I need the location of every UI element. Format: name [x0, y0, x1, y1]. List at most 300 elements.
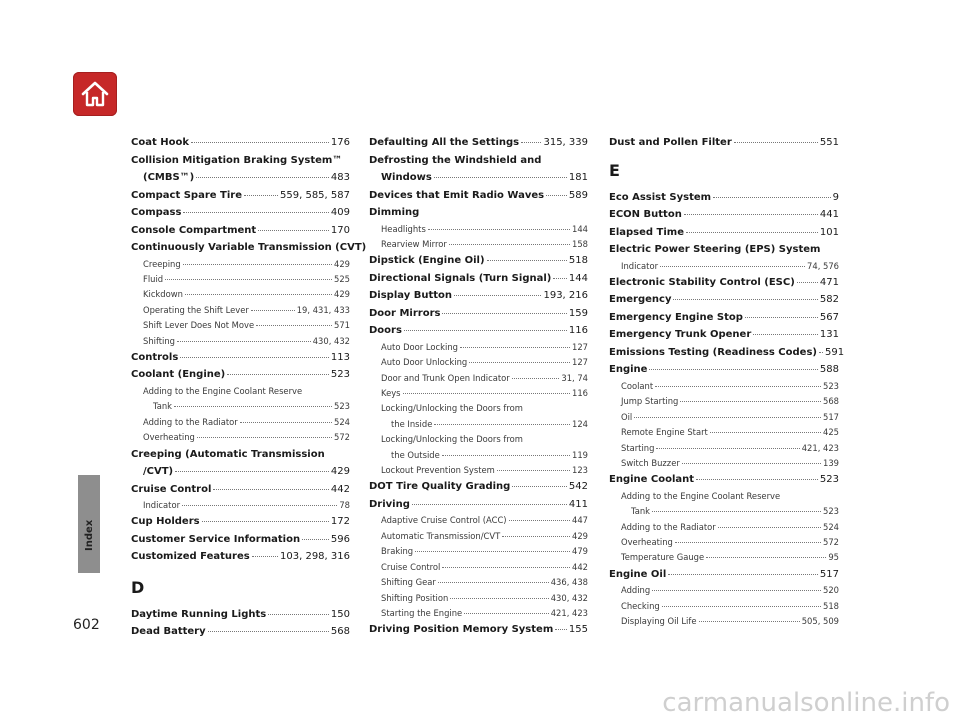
dot-leader — [710, 431, 821, 433]
entry-term: Indicator — [621, 260, 659, 271]
entry-term: Adding to the Radiator — [143, 416, 238, 427]
page-reference[interactable]: 447 — [572, 515, 588, 526]
page-reference[interactable]: 78 — [339, 500, 350, 511]
index-entry[interactable] — [369, 287, 588, 305]
page-reference[interactable]: 523 — [823, 380, 839, 391]
page-reference[interactable]: 429 — [572, 530, 588, 541]
page-reference[interactable]: 525 — [334, 273, 350, 284]
entry-term: Customized Features — [131, 551, 250, 563]
page-reference[interactable]: 505, 509 — [801, 616, 839, 627]
page-reference[interactable]: 442 — [330, 483, 350, 495]
dot-leader — [442, 312, 566, 314]
entry-term: Windows — [381, 172, 432, 183]
entry-term: Cruise Control — [381, 561, 441, 572]
index-subentry[interactable] — [609, 599, 839, 614]
index-entry[interactable] — [369, 252, 588, 270]
dot-leader — [464, 612, 549, 614]
dot-leader — [745, 316, 818, 318]
entry-term: Console Compartment — [131, 224, 257, 236]
page-reference[interactable]: 172 — [330, 516, 350, 528]
dot-leader — [660, 265, 805, 267]
page-reference[interactable]: 523 — [334, 401, 350, 412]
entry-term: Displaying Oil Life — [621, 616, 697, 627]
dot-leader — [175, 470, 329, 472]
page-reference[interactable]: 517 — [819, 568, 839, 580]
page-reference[interactable]: 582 — [819, 294, 839, 306]
page-reference[interactable]: 542 — [568, 481, 588, 493]
dot-leader — [196, 176, 329, 178]
index-entry[interactable] — [131, 169, 350, 187]
entry-term: Dust and Pollen Filter — [609, 137, 732, 148]
page-reference[interactable]: 442 — [572, 561, 588, 572]
dot-leader — [655, 385, 821, 387]
dot-leader — [680, 400, 821, 402]
index-subentry[interactable] — [369, 591, 588, 606]
index-entry[interactable] — [609, 326, 839, 344]
index-entry[interactable] — [369, 134, 588, 152]
entry-term: (CMBS™) — [143, 172, 195, 183]
dot-leader — [718, 526, 821, 528]
page-reference[interactable]: 411 — [568, 498, 588, 510]
index-subentry[interactable] — [131, 334, 350, 349]
page-reference[interactable]: 571 — [334, 320, 350, 331]
page-reference[interactable]: 572 — [334, 432, 350, 443]
index-subentry[interactable] — [369, 560, 588, 575]
page-reference[interactable]: 518 — [823, 600, 839, 611]
dot-leader — [428, 228, 570, 230]
entry-term: Dipstick (Engine Oil) — [369, 255, 485, 267]
page-reference[interactable]: 429 — [330, 466, 350, 478]
dot-leader — [244, 194, 278, 196]
page-reference[interactable]: 479 — [572, 546, 588, 557]
entry-term: Doors — [369, 325, 402, 337]
index-subentry[interactable] — [131, 287, 350, 302]
page-reference[interactable]: 421, 423 — [801, 442, 839, 453]
section-letter: E — [609, 160, 620, 180]
page-reference[interactable]: 119 — [572, 449, 588, 460]
index-subentry[interactable] — [609, 425, 839, 440]
dot-leader — [713, 196, 831, 198]
index-subentry[interactable] — [369, 222, 588, 237]
dot-leader — [240, 421, 332, 423]
entry-term: Shift Lever Does Not Move — [143, 320, 255, 331]
index-entry — [131, 446, 350, 464]
entry-term: Emergency — [609, 294, 672, 306]
index-entry[interactable] — [369, 187, 588, 205]
index-subentry[interactable] — [609, 520, 839, 535]
index-subentry[interactable] — [609, 456, 839, 471]
page-reference[interactable]: 588 — [819, 364, 839, 376]
dot-leader — [546, 194, 567, 196]
page-reference[interactable]: 551 — [819, 137, 839, 148]
index-subentry[interactable] — [609, 259, 839, 274]
dot-leader — [415, 550, 570, 552]
entry-term: Dead Battery — [131, 626, 206, 638]
page-reference[interactable]: 127 — [572, 357, 588, 368]
entry-term: Starting the Engine — [381, 607, 463, 618]
page-reference[interactable]: 520 — [823, 585, 839, 596]
page-reference[interactable]: 150 — [330, 608, 350, 620]
index-subentry — [369, 432, 588, 447]
page-reference[interactable]: 31, 74 — [561, 372, 588, 383]
page-reference[interactable]: 559, 585, 587 — [280, 189, 350, 201]
entry-term: Overheating — [621, 537, 673, 548]
entry-term: Keys — [381, 388, 401, 399]
page-reference[interactable]: 436, 438 — [550, 577, 588, 588]
page-reference[interactable]: 176 — [330, 137, 350, 148]
page-reference[interactable]: 158 — [572, 238, 588, 249]
index-entry[interactable] — [609, 291, 839, 309]
page-reference[interactable]: 155 — [568, 624, 588, 636]
page-reference[interactable]: 524 — [334, 416, 350, 427]
entry-term: Emergency Trunk Opener — [609, 329, 752, 341]
index-entry[interactable] — [609, 206, 839, 224]
dot-leader — [652, 510, 821, 512]
index-subentry[interactable] — [131, 415, 350, 430]
dot-leader — [183, 211, 328, 213]
index-entry[interactable] — [131, 513, 350, 531]
dot-leader — [197, 436, 332, 438]
dot-leader — [797, 281, 818, 283]
index-entry[interactable] — [369, 270, 588, 288]
index-subentry[interactable] — [369, 386, 588, 401]
dot-leader — [686, 231, 818, 233]
side-tab-label: Index — [84, 519, 95, 551]
entry-term: Oil — [621, 411, 633, 422]
index-subentry[interactable] — [609, 614, 839, 629]
dot-leader — [699, 620, 800, 622]
entry-term: DOT Tire Quality Grading — [369, 481, 511, 493]
dot-leader — [177, 340, 311, 342]
dot-leader — [450, 597, 548, 599]
dot-leader — [469, 361, 570, 363]
entry-term: Temperature Gauge — [621, 552, 705, 563]
index-subentry[interactable] — [369, 513, 588, 528]
entry-term: Tank — [153, 401, 173, 412]
entry-term: Cruise Control — [131, 483, 212, 495]
index-entry[interactable] — [369, 305, 588, 323]
index-subentry[interactable] — [369, 448, 588, 463]
entry-term: Rearview Mirror — [381, 238, 447, 249]
entry-term: Coat Hook — [131, 137, 189, 148]
entry-term: Checking — [621, 600, 660, 611]
index-subentry[interactable] — [131, 272, 350, 287]
dot-leader — [487, 259, 567, 261]
index-column-1 — [131, 134, 367, 641]
index-subentry[interactable] — [369, 606, 588, 621]
index-subentry[interactable] — [131, 318, 350, 333]
dot-leader — [191, 141, 329, 143]
index-entry[interactable] — [131, 623, 350, 641]
entry-term: Adding to the Engine Coolant Reserve — [143, 385, 303, 396]
page-reference[interactable]: 591 — [824, 346, 845, 358]
entry-term: Shifting — [143, 335, 175, 346]
dot-leader — [753, 333, 818, 335]
entry-term: /CVT) — [143, 466, 174, 478]
entry-term: Engine Oil — [609, 568, 667, 580]
dot-leader — [682, 462, 821, 464]
page-reference[interactable]: 144 — [568, 272, 588, 284]
entry-term: the Inside — [391, 418, 433, 429]
dot-leader — [502, 535, 570, 537]
dot-leader — [662, 605, 821, 607]
entry-term: Elapsed Time — [609, 226, 684, 238]
section-letter: D — [131, 577, 145, 597]
page-reference[interactable]: 518 — [568, 255, 588, 267]
index-entry[interactable] — [609, 274, 839, 292]
index-subentry[interactable] — [609, 535, 839, 550]
index-subentry[interactable] — [369, 237, 588, 252]
dot-leader — [673, 298, 817, 300]
page-reference[interactable]: 471 — [819, 276, 839, 288]
index-entry[interactable] — [369, 496, 588, 514]
dot-leader — [706, 556, 826, 558]
dot-leader — [434, 176, 567, 178]
page-reference[interactable]: 74, 576 — [807, 260, 839, 271]
page-reference[interactable]: 409 — [330, 207, 350, 218]
page-reference[interactable]: 315, 339 — [543, 137, 588, 148]
page-reference[interactable]: 101 — [819, 226, 839, 238]
entry-term: Controls — [131, 351, 179, 363]
index-entry[interactable] — [131, 531, 350, 549]
entry-term: Compass — [131, 207, 182, 218]
index-subentry[interactable] — [609, 504, 839, 519]
dot-leader — [182, 504, 337, 506]
index-subentry[interactable] — [609, 441, 839, 456]
index-entry[interactable] — [609, 566, 839, 584]
dot-leader — [656, 447, 799, 449]
index-subentry[interactable] — [369, 371, 588, 386]
dot-leader — [404, 329, 567, 331]
index-subentry[interactable] — [131, 430, 350, 445]
index-entry[interactable] — [131, 606, 350, 624]
index-entry[interactable] — [369, 169, 588, 187]
entry-term: Creeping — [143, 258, 181, 269]
entry-term: Shifting Position — [381, 592, 449, 603]
entry-term: Eco Assist System — [609, 191, 712, 203]
index-entry[interactable] — [609, 309, 839, 327]
page-reference[interactable]: 170 — [330, 224, 350, 236]
index-entry[interactable] — [131, 222, 350, 240]
entry-term: Driving Position Memory System — [369, 624, 554, 636]
entry-term: Auto Door Unlocking — [381, 357, 468, 368]
dot-leader — [449, 243, 570, 245]
entry-term: ECON Button — [609, 209, 682, 220]
index-subentry[interactable] — [609, 410, 839, 425]
page-reference[interactable]: 181 — [568, 172, 588, 183]
entry-term: the Outside — [391, 449, 440, 460]
page-reference[interactable]: 523 — [819, 474, 839, 486]
index-subentry[interactable] — [369, 463, 588, 478]
page-reference[interactable]: 568 — [330, 626, 350, 638]
index-subentry[interactable] — [131, 257, 350, 272]
index-subentry[interactable] — [369, 575, 588, 590]
index-subentry[interactable] — [369, 544, 588, 559]
entry-term: Continuously Variable Transmission (CVT) — [131, 242, 367, 253]
dot-leader — [183, 263, 332, 265]
entry-term: Braking — [381, 546, 414, 557]
index-subentry[interactable] — [609, 550, 839, 565]
entry-term: Lockout Prevention System — [381, 465, 495, 476]
page-reference[interactable]: 103, 298, 316 — [280, 551, 350, 563]
dot-leader — [509, 519, 570, 521]
entry-term: Dimming — [369, 207, 420, 218]
entry-term: Cup Holders — [131, 516, 200, 528]
page-reference[interactable]: 596 — [330, 533, 350, 545]
entry-term: Emissions Testing (Readiness Codes) — [609, 346, 817, 358]
entry-term: Electric Power Steering (EPS) System — [609, 244, 821, 255]
entry-term: Engine — [609, 364, 648, 376]
page-reference[interactable]: 421, 423 — [550, 607, 588, 618]
entry-term: Customer Service Information — [131, 533, 301, 545]
index-entry[interactable] — [609, 189, 839, 207]
home-button[interactable] — [73, 72, 117, 116]
dot-leader — [454, 294, 541, 296]
entry-term: Directional Signals (Turn Signal) — [369, 272, 552, 284]
dot-leader — [649, 368, 817, 370]
index-entry[interactable] — [131, 134, 350, 152]
index-subentry[interactable] — [369, 340, 588, 355]
dot-leader — [652, 589, 821, 591]
dot-leader — [668, 573, 818, 575]
dot-leader — [403, 392, 570, 394]
entry-term: Collision Mitigation Braking System™ — [131, 154, 343, 166]
entry-term: Devices that Emit Radio Waves — [369, 189, 545, 201]
entry-term: Jump Starting — [621, 396, 679, 407]
index-subentry — [369, 401, 588, 416]
page-reference[interactable]: 113 — [330, 351, 350, 363]
dot-leader — [227, 373, 329, 375]
entry-term: Locking/Unlocking the Doors from — [381, 403, 523, 414]
entry-term: Defrosting the Windshield and — [369, 154, 542, 166]
dot-leader — [675, 541, 821, 543]
index-subentry[interactable] — [609, 583, 839, 598]
entry-term: Indicator — [143, 500, 181, 511]
page-reference[interactable]: 19, 431, 433 — [296, 304, 350, 315]
entry-term: Driving — [369, 498, 410, 510]
dot-leader — [634, 416, 821, 418]
page-reference[interactable]: 430, 432 — [550, 592, 588, 603]
dot-leader — [460, 346, 570, 348]
page-reference[interactable]: 116 — [568, 325, 588, 337]
index-entry[interactable] — [369, 478, 588, 496]
dot-leader — [251, 309, 295, 311]
entry-term: Remote Engine Start — [621, 427, 708, 438]
page-reference[interactable]: 523 — [823, 506, 839, 517]
index-subentry[interactable] — [609, 379, 839, 394]
page-reference[interactable]: 567 — [819, 311, 839, 323]
dot-leader — [696, 478, 818, 480]
page-reference[interactable]: 123 — [572, 465, 588, 476]
entry-term: Door and Trunk Open Indicator — [381, 372, 510, 383]
dot-leader — [165, 278, 332, 280]
index-entry — [131, 152, 350, 170]
dot-leader — [202, 520, 329, 522]
page-reference[interactable]: 524 — [823, 521, 839, 532]
dot-leader — [438, 581, 549, 583]
dot-leader — [512, 377, 560, 379]
index-entry[interactable] — [131, 349, 350, 367]
page-reference[interactable]: 139 — [823, 457, 839, 468]
page-reference[interactable]: 425 — [823, 427, 839, 438]
index-subentry[interactable] — [369, 417, 588, 432]
entry-term: Creeping (Automatic Transmission — [131, 448, 325, 460]
page-reference[interactable]: 429 — [334, 289, 350, 300]
page-reference[interactable]: 159 — [568, 307, 588, 319]
index-subentry[interactable] — [131, 399, 350, 414]
dot-leader — [497, 469, 570, 471]
page-reference[interactable]: 568 — [823, 396, 839, 407]
index-entry[interactable] — [609, 224, 839, 242]
index-entry[interactable] — [609, 344, 845, 362]
entry-term: Kickdown — [143, 289, 183, 300]
entry-term: Compact Spare Tire — [131, 189, 242, 201]
page-reference[interactable]: 517 — [823, 411, 839, 422]
entry-term: Daytime Running Lights — [131, 608, 267, 620]
page-reference[interactable]: 124 — [572, 418, 588, 429]
index-entry[interactable] — [131, 366, 350, 384]
index-entry[interactable] — [609, 134, 839, 152]
page-reference[interactable]: 9 — [832, 191, 839, 203]
page-reference[interactable]: 483 — [330, 172, 350, 183]
page-reference[interactable]: 572 — [823, 537, 839, 548]
entry-term: Coolant (Engine) — [131, 369, 226, 381]
dot-leader — [268, 613, 329, 615]
entry-term: Switch Buzzer — [621, 457, 680, 468]
index-entry — [131, 239, 367, 257]
dot-leader — [185, 293, 332, 295]
page-reference[interactable]: 127 — [572, 341, 588, 352]
page-reference[interactable]: 441 — [819, 209, 839, 220]
page-reference[interactable]: 116 — [572, 388, 588, 399]
index-entry[interactable] — [369, 621, 588, 639]
index-entry[interactable] — [131, 481, 350, 499]
page-reference[interactable]: 144 — [572, 223, 588, 234]
index-subentry[interactable] — [609, 394, 839, 409]
page-reference[interactable]: 523 — [330, 369, 350, 381]
page-reference[interactable]: 589 — [568, 189, 588, 201]
index-subentry[interactable] — [131, 498, 350, 513]
index-subentry[interactable] — [369, 355, 588, 370]
entry-term: Overheating — [143, 432, 195, 443]
index-subentry — [131, 384, 350, 399]
page-reference[interactable]: 95 — [828, 552, 839, 563]
page-reference[interactable]: 430, 432 — [312, 335, 350, 346]
index-entry[interactable] — [609, 471, 839, 489]
index-entry — [369, 204, 588, 222]
index-entry[interactable] — [131, 463, 350, 481]
index-entry[interactable] — [609, 361, 839, 379]
index-entry[interactable] — [131, 187, 350, 205]
entry-term: Coolant — [621, 380, 654, 391]
index-column-3 — [609, 134, 845, 630]
entry-term: Headlights — [381, 223, 426, 234]
dot-leader — [442, 454, 570, 456]
dot-leader — [819, 351, 823, 353]
index-entry[interactable] — [131, 204, 350, 222]
index-subentry[interactable] — [131, 303, 350, 318]
page-reference[interactable]: 429 — [334, 258, 350, 269]
page-reference[interactable]: 193, 216 — [543, 290, 588, 302]
index-entry[interactable] — [131, 548, 350, 566]
index-subentry[interactable] — [369, 529, 588, 544]
entry-term: Adding to the Radiator — [621, 521, 716, 532]
entry-term: Adding — [621, 585, 651, 596]
watermark: carmanualsonline.info — [662, 688, 950, 718]
dot-leader — [208, 630, 329, 632]
page-reference[interactable]: 131 — [819, 329, 839, 341]
index-entry[interactable] — [369, 322, 588, 340]
